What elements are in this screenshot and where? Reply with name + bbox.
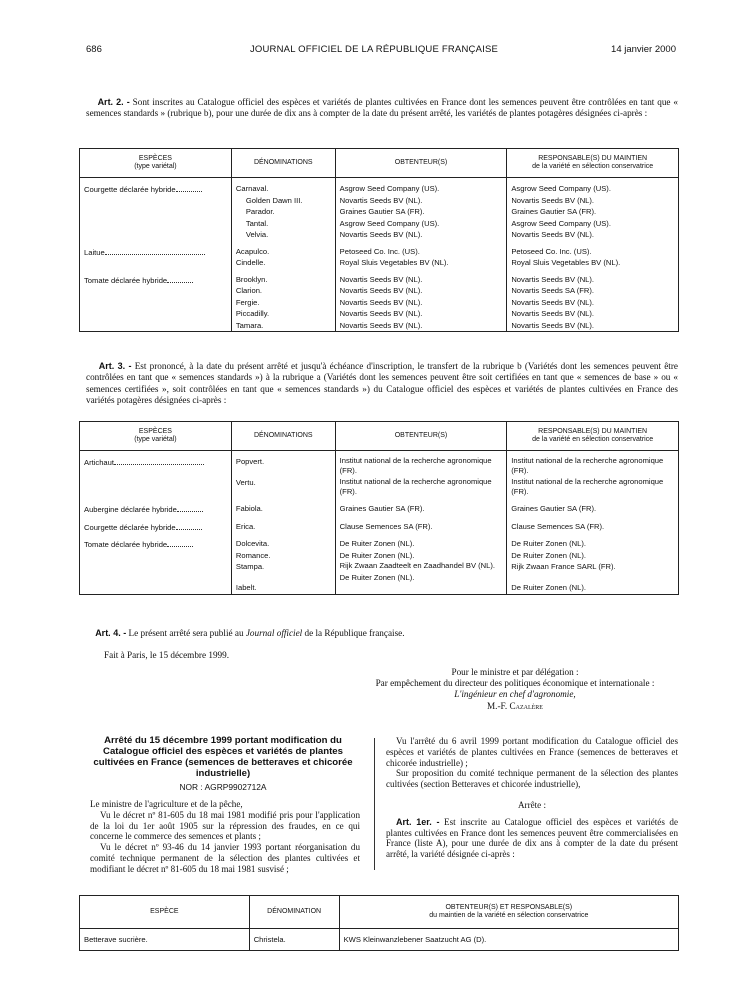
- minister-line: Le ministre de l'agriculture et de la pêche,: [90, 799, 243, 809]
- decree-title: Arrêté du 15 décembre 1999 portant modification du Catalogue officiel des espèces et variétés de plantes cultivées en France (semences de betteraves et chicorée industrielle): [93, 735, 353, 779]
- col-denomination: DÉNOMINATIONS: [231, 149, 335, 178]
- proposal-line: Sur proposition du comité technique permanent de la sélection des plantes cultivées (section Betteraves et chicorée industrielle),: [386, 768, 678, 790]
- article-2: [86, 97, 678, 120]
- right-column-text: [386, 736, 678, 860]
- page-number: 686: [86, 44, 102, 55]
- col-species: ESPÈCE: [80, 896, 250, 929]
- signature-block: [350, 667, 680, 712]
- signature-line-1: Pour le ministre et par délégation :: [451, 667, 579, 677]
- table-row: Betterave sucrière. Christela. KWS Kleinwanzlebener Saatzucht AG (D).: [80, 934, 679, 950]
- varieties-table-1: [79, 148, 679, 332]
- table-row: Artichaut Popvert. Vertu. Institut national de la recherche agronomique (FR). Institut national de la recherche agronomique (FR). Institut national de la recherche agronomique (FR). Institut national de la recherche agronomique (FR).: [80, 456, 679, 498]
- col-species: ESPÈCES (type variétal): [80, 149, 232, 178]
- article-3-text: Est prononcé, à la date du présent arrêté et jusqu'à échéance d'inscription, le transfert de la rubrique b (Variétés dont les semences peuvent être contrôlées en tant que « semences standards ») à la rubrique a (Variétés dont les semences peuvent être soit certifiées en tant que « semences de base » ou « semences certifiées », soit contrôlées en tant que « semences standards ») du Catalogue officiel des espèces et variétés de plantes cultivées en France des variétés potagères désignées ci-après :: [86, 361, 678, 405]
- article-2-text: Sont inscrites au Catalogue officiel des espèces et variétés de plantes cultivées en France dont les semences peuvent être contrôlées en tant que « semences standards » (rubrique b), pour une durée de dix ans à compter de la date du présent arrêté, les variétés de plantes potagères désignées ci-après :: [86, 97, 678, 119]
- col-responsable: RESPONSABLE(S) DU MAINTIEN de la variété en sélection conservatrice: [507, 422, 679, 451]
- col-obtenteur: OBTENTEUR(S): [335, 149, 507, 178]
- article-3-label: Art. 3. -: [98, 361, 132, 371]
- signature-line-2: Par empêchement du directeur des politiques économique et internationale :: [375, 678, 655, 689]
- col-denomination: DÉNOMINATION: [249, 896, 339, 929]
- table-row: Courgette déclarée hybride Erica. Clause Semences SA (FR). Clause Semences SA (FR).: [80, 521, 679, 534]
- table-row: Tomate déclarée hybride Dolcevita. Romance. Stampa. Iabelt. De Ruiter Zonen (NL). De Ruiter Zonen (NL). Rijk Zwaan Zaadteelt en Zaadhandel BV (NL). De Ruiter Zonen (NL). De Ruiter Zonen (NL). De Ruiter Zonen (NL). Rijk Zwaan France SARL (FR). De Ruiter Zonen (NL).: [80, 538, 679, 594]
- nor-reference: NOR : AGRP9902712A: [179, 782, 267, 792]
- journal-officiel-ref: Journal officiel: [245, 628, 303, 638]
- article-1-label: Art. 1er. -: [396, 816, 440, 827]
- article-3: [86, 361, 678, 406]
- table-row: Aubergine déclarée hybride Fabiola. Graines Gautier SA (FR). Graines Gautier SA (FR).: [80, 503, 679, 516]
- visa-arrete-1999: Vu l'arrêté du 6 avril 1999 portant modification du Catalogue officiel des espèces et variétés de plantes cultivées en France (semences de betteraves et chicorée industrielle) ;: [386, 736, 678, 768]
- journal-title: JOURNAL OFFICIEL DE LA RÉPUBLIQUE FRANÇAISE: [249, 44, 499, 55]
- article-2-label: Art. 2. -: [97, 97, 130, 107]
- left-column-text: [90, 799, 360, 875]
- signatory-name: M.-F. Cazalère: [487, 700, 543, 711]
- table-row: Tomate déclarée hybride Brooklyn. Clarion. Fergie. Piccadilly. Tamara. Novartis Seeds BV (NL). Novartis Seeds BV (NL). Novartis Seeds BV (NL). Novartis Seeds BV (NL). Novartis Seeds BV (NL). Novartis Seeds BV (NL). Novartis Seeds SA (FR). Novartis Seeds BV (NL). Novartis Seeds BV (NL). Novartis Seeds BV (NL).: [80, 274, 679, 332]
- column-divider: [374, 738, 375, 870]
- signature-line-3: L'ingénieur en chef d'agronomie,: [454, 689, 576, 700]
- col-obtenteur-responsable: OBTENTEUR(S) ET RESPONSABLE(S) du maintien de la variété en sélection conservatrice: [339, 896, 678, 929]
- article-4-label: Art. 4. -: [95, 628, 127, 638]
- page-header: [0, 44, 748, 58]
- col-denomination: DÉNOMINATIONS: [231, 422, 335, 451]
- varieties-table-2: [79, 421, 679, 595]
- table-row: Laitue Acapulco. Cindelle. Petoseed Co. Inc. (US). Royal Sluis Vegetables BV (NL). Petoseed Co. Inc. (US). Royal Sluis Vegetables BV (NL).: [80, 246, 679, 269]
- visa-decree-93-46: Vu le décret nº 93-46 du 14 janvier 1993 portant réorganisation du comité technique permanent de la sélection des plantes cultivées et modifiant le décret nº 81-605 du 18 mai 1981 susvisé ;: [90, 842, 360, 874]
- arrete-heading: Arrête :: [517, 799, 547, 810]
- col-obtenteur: OBTENTEUR(S): [335, 422, 507, 451]
- col-responsable: RESPONSABLE(S) DU MAINTIEN de la variété en sélection conservatrice: [507, 149, 679, 178]
- article-1-text: Est inscrite au Catalogue officiel des espèces et variétés de plantes cultivées en France dont les semences peuvent être commercialisées en France (liste A), pour une durée de dix ans à compter de la date du présent arrêté, la variété désignée ci-après :: [386, 816, 678, 860]
- varieties-table-3: [79, 895, 679, 951]
- issue-date: 14 janvier 2000: [611, 44, 676, 55]
- signed-date: Fait à Paris, le 15 décembre 1999.: [104, 650, 230, 660]
- table-row: Courgette déclarée hybride Carnaval. Golden Dawn III. Parador. Tantal. Velvia. Asgrow Seed Company (US). Novartis Seeds BV (NL). Graines Gautier SA (FR). Asgrow Seed Company (US). Novartis Seeds BV (NL). Asgrow Seed Company (US). Novartis Seeds BV (NL). Graines Gautier SA (FR). Asgrow Seed Company (US). Novartis Seeds BV (NL).: [80, 183, 679, 241]
- visa-decree-81-605: Vu le décret nº 81-605 du 18 mai 1981 modifié pris pour l'application de la loi du 1er août 1905 sur la répression des fraudes, en ce qui concerne le commerce des semences et plants ;: [90, 809, 360, 842]
- article-1: [386, 817, 678, 860]
- col-species: ESPÈCES (type variétal): [80, 422, 232, 451]
- article-4: Art. 4. - Le présent arrêté sera publié au Journal officiel de la République française.: [95, 628, 405, 638]
